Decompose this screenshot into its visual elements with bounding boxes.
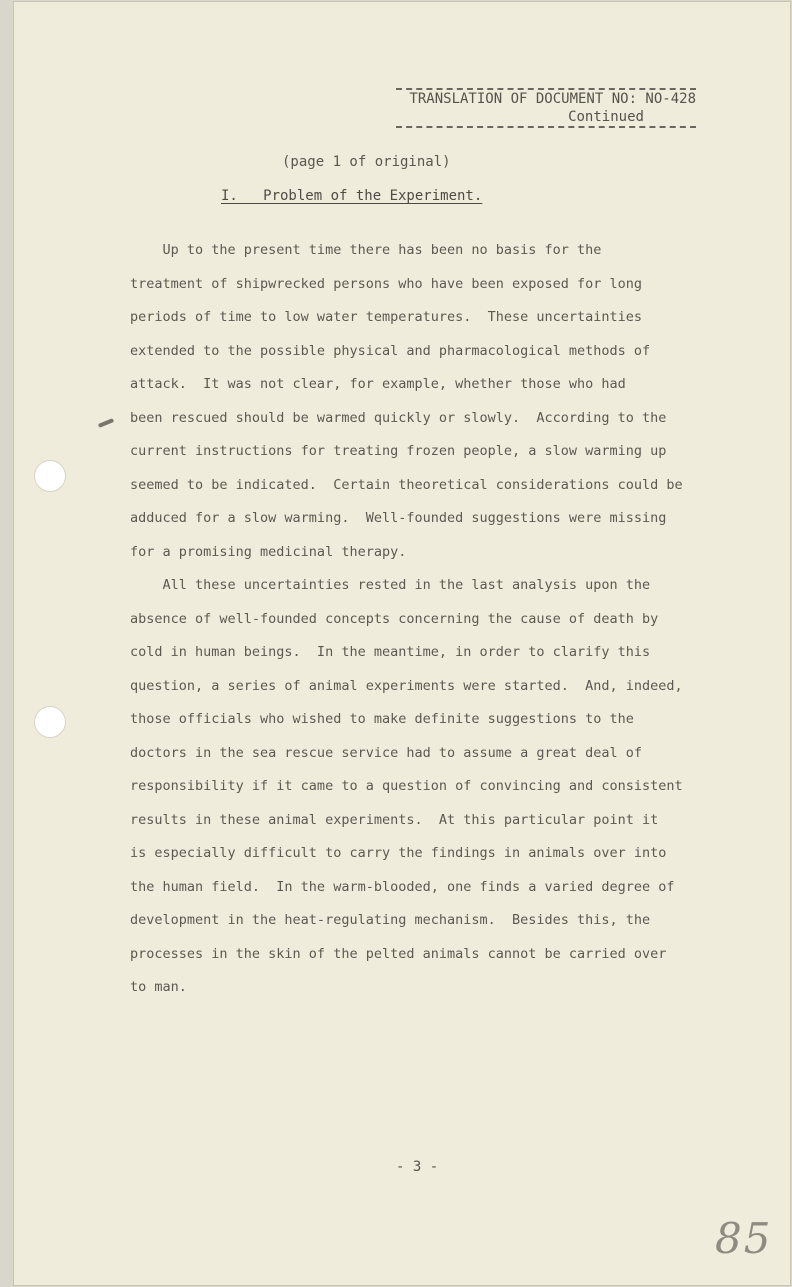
text-line: attack. It was not clear, for example, whether those who had	[130, 376, 626, 392]
continued-label: Continued	[568, 109, 644, 125]
text-line: is especially difficult to carry the findings in animals over into	[130, 845, 667, 861]
section-title: I. Problem of the Experiment.	[221, 188, 483, 204]
punch-hole-top	[34, 460, 66, 492]
body-text	[130, 234, 706, 1005]
paragraph-2	[130, 569, 706, 1005]
text-line: cold in human beings. In the meantime, in order to clarify this	[130, 644, 651, 660]
handwritten-folio-number: 85	[715, 1214, 773, 1263]
text-line: the human field. In the warm-blooded, one finds a varied degree of	[130, 878, 675, 895]
text-line: All these uncertainties rested in the last analysis upon the	[130, 577, 651, 593]
page-number: - 3 -	[396, 1159, 439, 1175]
text-line: periods of time to low water temperatures. These uncertainties	[130, 309, 643, 325]
text-line: absence of well-founded concepts concerning the cause of death by	[130, 610, 659, 627]
text-line: results in these animal experiments. At this particular point it	[130, 811, 659, 828]
text-line: been rescued should be warmed quickly or slowly. According to the	[130, 409, 667, 426]
text-line: responsibility if it came to a question of convincing and consistent	[130, 778, 683, 794]
text-line: to man.	[130, 979, 187, 995]
text-line: doctors in the sea rescue service had to assume a great deal of	[130, 744, 643, 761]
document-page	[14, 2, 790, 1285]
pencil-margin-mark	[98, 418, 114, 428]
punch-hole-bottom	[34, 706, 66, 738]
header-bottom-rule	[396, 126, 696, 128]
text-line: question, a series of animal experiments were started. And, indeed,	[130, 677, 683, 694]
document-header	[396, 88, 696, 128]
text-line: for a promising medicinal therapy.	[130, 543, 407, 560]
text-line: adduced for a slow warming. Well-founded suggestions were missing	[130, 510, 667, 526]
text-line: processes in the skin of the pelted animals cannot be carried over	[130, 945, 667, 962]
page-of-original-label: (page 1 of original)	[282, 154, 451, 170]
text-line: Up to the present time there has been no basis for the	[130, 242, 602, 258]
text-line: development in the heat-regulating mechanism. Besides this, the	[130, 912, 651, 928]
text-line: those officials who wished to make definite suggestions to the	[130, 711, 634, 727]
document-number-line: TRANSLATION OF DOCUMENT NO: NO-428	[409, 91, 696, 107]
text-line: seemed to be indicated. Certain theoretical considerations could be	[130, 476, 683, 493]
paragraph-1	[130, 234, 706, 569]
text-line: treatment of shipwrecked persons who have been exposed for long	[130, 275, 643, 292]
text-line: current instructions for treating frozen people, a slow warming up	[130, 443, 667, 459]
text-line: extended to the possible physical and pharmacological methods of	[130, 342, 651, 359]
